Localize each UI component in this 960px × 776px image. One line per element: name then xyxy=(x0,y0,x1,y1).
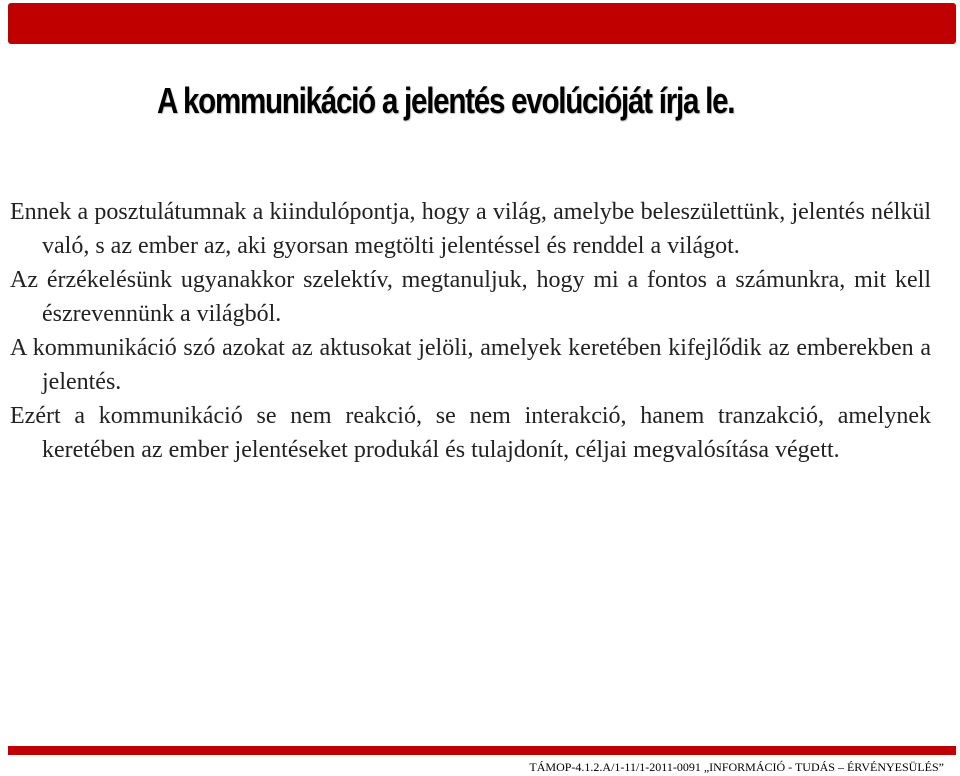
slide-body xyxy=(10,195,931,467)
body-paragraph-3: A kommunikáció szó azokat az aktusokat jelöli, amelyek keretében kifejlődik az emberekben a jelentés. xyxy=(10,335,931,395)
footer-accent-bar xyxy=(8,746,956,755)
header-accent-bar xyxy=(8,3,956,44)
body-paragraph-2: Az érzékelésünk ugyanakkor szelektív, megtanuljuk, hogy mi a fontos a számunkra, mit kell észrevennünk a világból. xyxy=(10,267,931,327)
body-paragraph-1: Ennek a posztulátumnak a kiindulópontja, hogy a világ, amelybe beleszülettünk, jelentés nélkül való, s az ember az, aki gyorsan megtölti jelentéssel és renddel a világot. xyxy=(10,199,931,259)
slide-title: A kommunikáció a jelentés evolúcióját írja le. xyxy=(157,80,735,121)
body-paragraph-4: Ezért a kommunikáció se nem reakció, se nem interakció, hanem tranzakció, amelynek keretében az ember jelentéseket produkál és tulajdonít, céljai megvalósítása végett. xyxy=(10,403,931,463)
footer-project-id: TÁMOP-4.1.2.A/1-11/1-2011-0091 „INFORMÁCIÓ - TUDÁS – ÉRVÉNYESÜLÉS” xyxy=(529,760,944,774)
